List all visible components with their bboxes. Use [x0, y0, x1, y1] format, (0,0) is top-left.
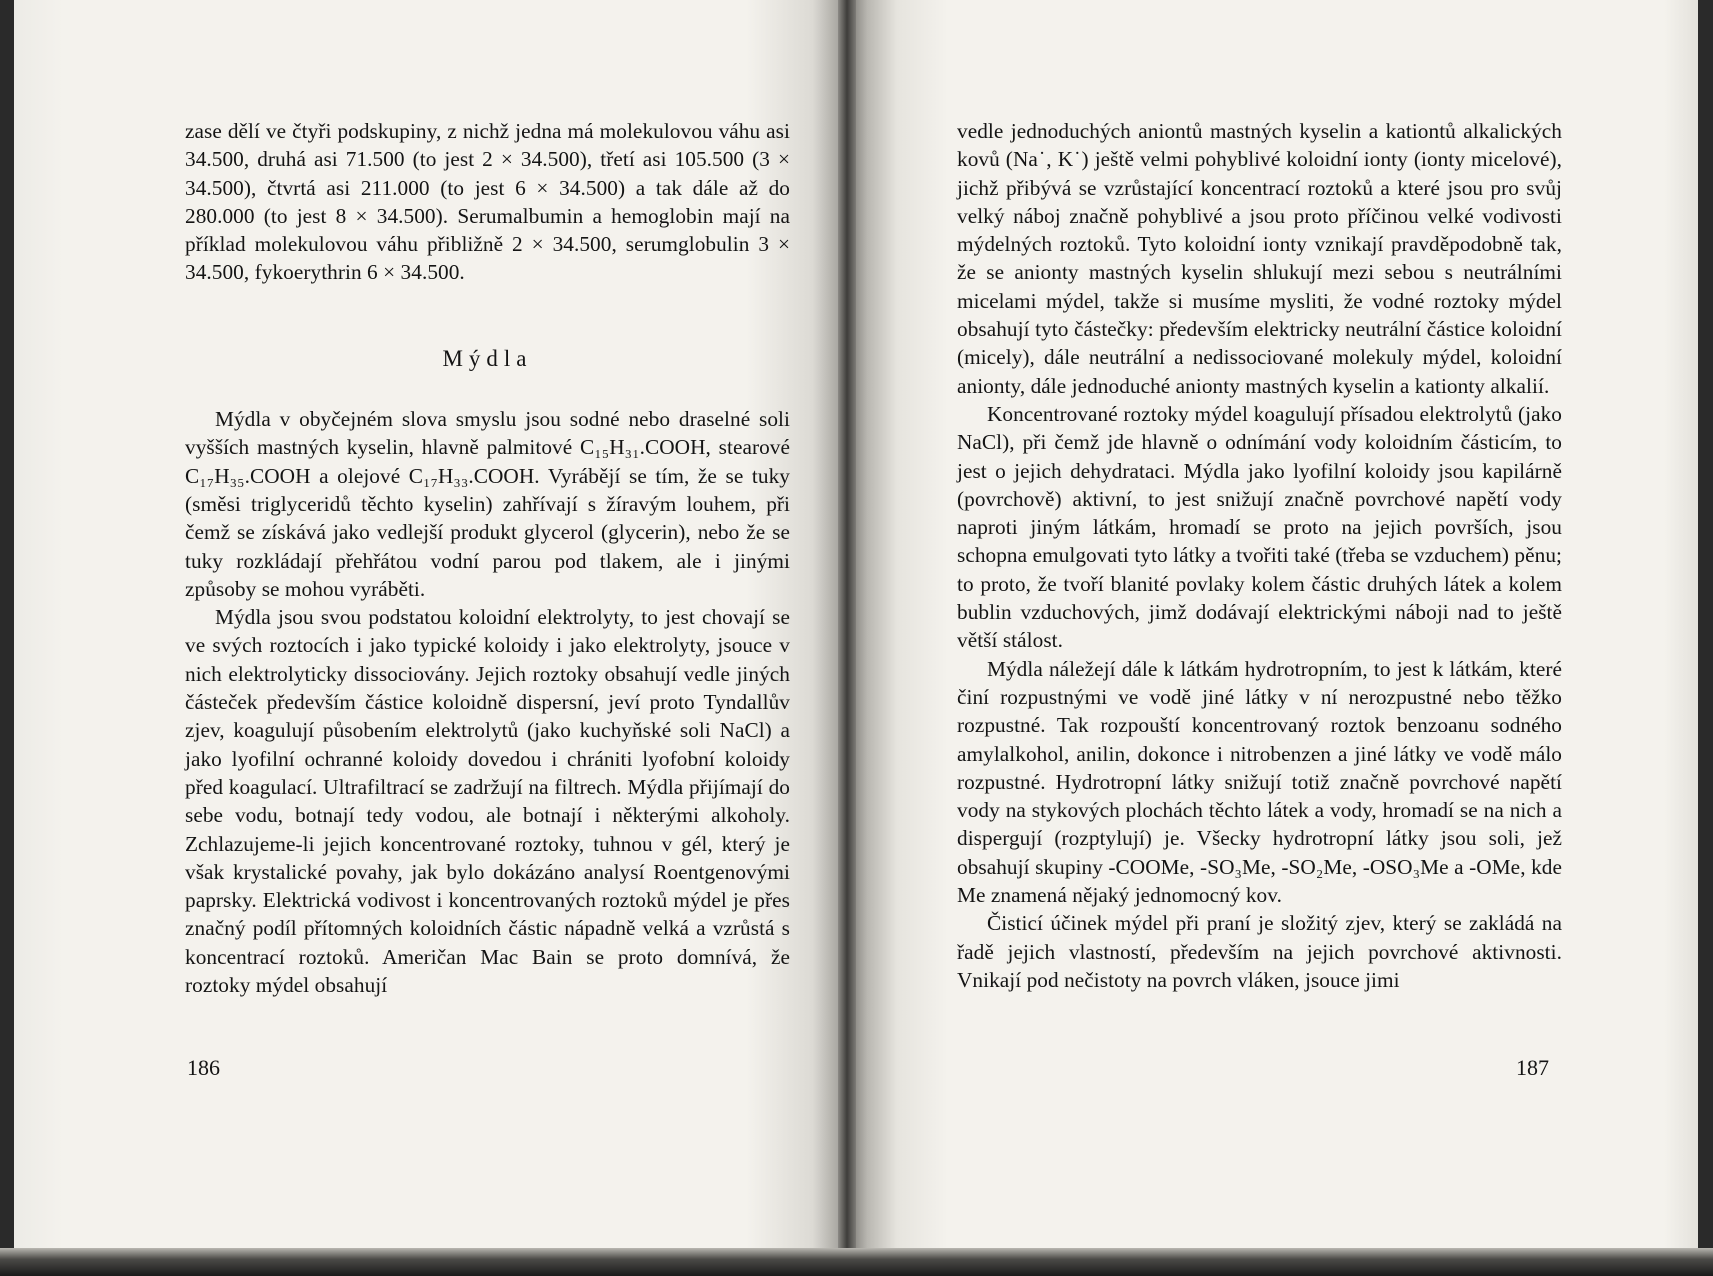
- left-page-text: [185, 117, 790, 999]
- paragraph: Mýdla náležejí dále k látkám hydrotropním, to jest k látkám, které činí rozpustnými ve vodě jiné látky v ní nerozpustné nebo těžko rozpustné. Tak rozpouští koncentrovaný roztok benzoanu sodného amylalkohol, anilin, dokonce i nitrobenzen a jiné látky ve vodě málo rozpustné. Hydrotropní látky snižují totiž značně povrchové napětí vody na stykových plochách těchto látek a vody, hromadí se na nich a dispergují (rozptylují) je. Všecky hydrotropní látky jsou soli, jež obsahují skupiny -COOMe, -SO₃Me, -SO₂Me, -OSO₃Me a -OMe, kde Me znamená nějaký jednomocný kov.: [957, 656, 1562, 908]
- right-page: [846, 0, 1698, 1256]
- paragraph: Mýdla v obyčejném slova smyslu jsou sodné nebo draselné soli vyšších mastných kyselin, hlavně palmitové C₁₅H₃₁.COOH, stearové C₁₇H₃₅.COOH a olejové C₁₇H₃₃.COOH. Vyrábějí se tím, že se tuky (směsi triglyceridů těchto kyselin) zahřívají s žíravým louhem, při čemž se získává jako vedlejší produkt glycerol (glycerin), nebo že se tuky rozkládají přehřátou vodní parou pod tlakem, ale i jinými způsoby se mohou vyráběti.: [185, 407, 790, 601]
- page-bottom-edge: [0, 1248, 1713, 1276]
- page-number: 187: [1516, 1055, 1549, 1080]
- section-heading: Mýdla: [442, 345, 533, 371]
- paragraph: zase dělí ve čtyři podskupiny, z nichž jedna má molekulovou váhu asi 34.500, druhá asi 71.500 (to jest 2 × 34.500), třetí asi 105.500 (3 × 34.500), čtvrtá asi 211.000 (to jest 6 × 34.500) a tak dále až do 280.000 (to jest 8 × 34.500). Serumalbumin a hemoglobin mají na příklad molekulovou váhu přibližně 2 × 34.500, serumglobulin 3 × 34.500, fykoerythrin 6 × 34.500.: [185, 119, 790, 285]
- right-page-text: [957, 117, 1562, 994]
- page-number: 186: [187, 1055, 220, 1080]
- left-page: [14, 0, 846, 1256]
- paragraph: Koncentrované roztoky mýdel koagulují přísadou elektrolytů (jako NaCl), při čemž jde hlavně o odnímání vody koloidním částicím, to jest o jejich dehydrataci. Mýdla jako lyofilní koloidy jsou kapilárně (povrchově) aktivní, to jest snižují značně povrchové napětí vody naproti jiným látkám, hromadí se proto na jejich površích, jsou schopna emulgovati tyto látky a tvořiti také (třeba se vzduchem) pěnu; to proto, že tvoří blanité povlaky kolem částic druhých látek a kolem bublin vzduchových, jimž dodávají elektrickými náboji nad to ještě větší stálost.: [957, 401, 1562, 653]
- paragraph: vedle jednoduchých aniontů mastných kyselin a kationtů alkalických kovů (Na˙, K˙) ještě velmi pohyblivé koloidní ionty (ionty micelové), jichž přibývá se vzrůstající koncentrací roztoků a které jsou pro svůj velký náboj značně pohyblivé a jsou proto příčinou velké vodivosti mýdelných roztoků. Tyto koloidní ionty vznikají pravděpodobně tak, že se anionty mastných kyselin shlukují mezi sebou s neutrálními micelami mýdel, takže si musíme mysliti, že vodné roztoky mýdel obsahují tyto částečky: především elektricky neutrální částice koloidní (micely), dále neutrální a nedissociované molekuly mýdel, koloidní anionty, dále jednoduché anionty mastných kyselin a kationty alkalií.: [957, 119, 1562, 398]
- book-gutter: [838, 0, 856, 1256]
- paragraph: Mýdla jsou svou podstatou koloidní elektrolyty, to jest chovají se ve svých roztocích i jako typické koloidy i jako elektrolyty, jsouce v nich elektrolyticky dissociovány. Jejich roztoky obsahují vedle jiných částeček především částice koloidně dispersní, jeví proto Tyndallův zjev, koagulují působením elektrolytů (jako kuchyňské soli NaCl) a jako lyofilní ochranné koloidy dovedou i chrániti lyofobní koloidy před koagulací. Ultrafiltrací se zadržují na filtrech. Mýdla přijímají do sebe vodu, botnají tedy vodou, ale botnají i některými alkoholy. Zchlazujeme-li jejich koncentrované roztoky, tuhnou v gél, který je však krystalické povahy, jak bylo dokázáno analysí Roentgenovými paprsky. Elektrická vodivost i koncentrovaných roztoků mýdel je přes značný podíl přítomných koloidních částic nápadně velká a vzrůstá s koncentrací roztoků. Američan Mac Bain se proto domnívá, že roztoky mýdel obsahují: [185, 605, 790, 998]
- paragraph: Čisticí účinek mýdel při praní je složitý zjev, který se zakládá na řadě jejich vlastností, především na jejich povrchové aktivnosti. Vnikají pod nečistoty na povrch vláken, jsouce jimi: [957, 911, 1562, 992]
